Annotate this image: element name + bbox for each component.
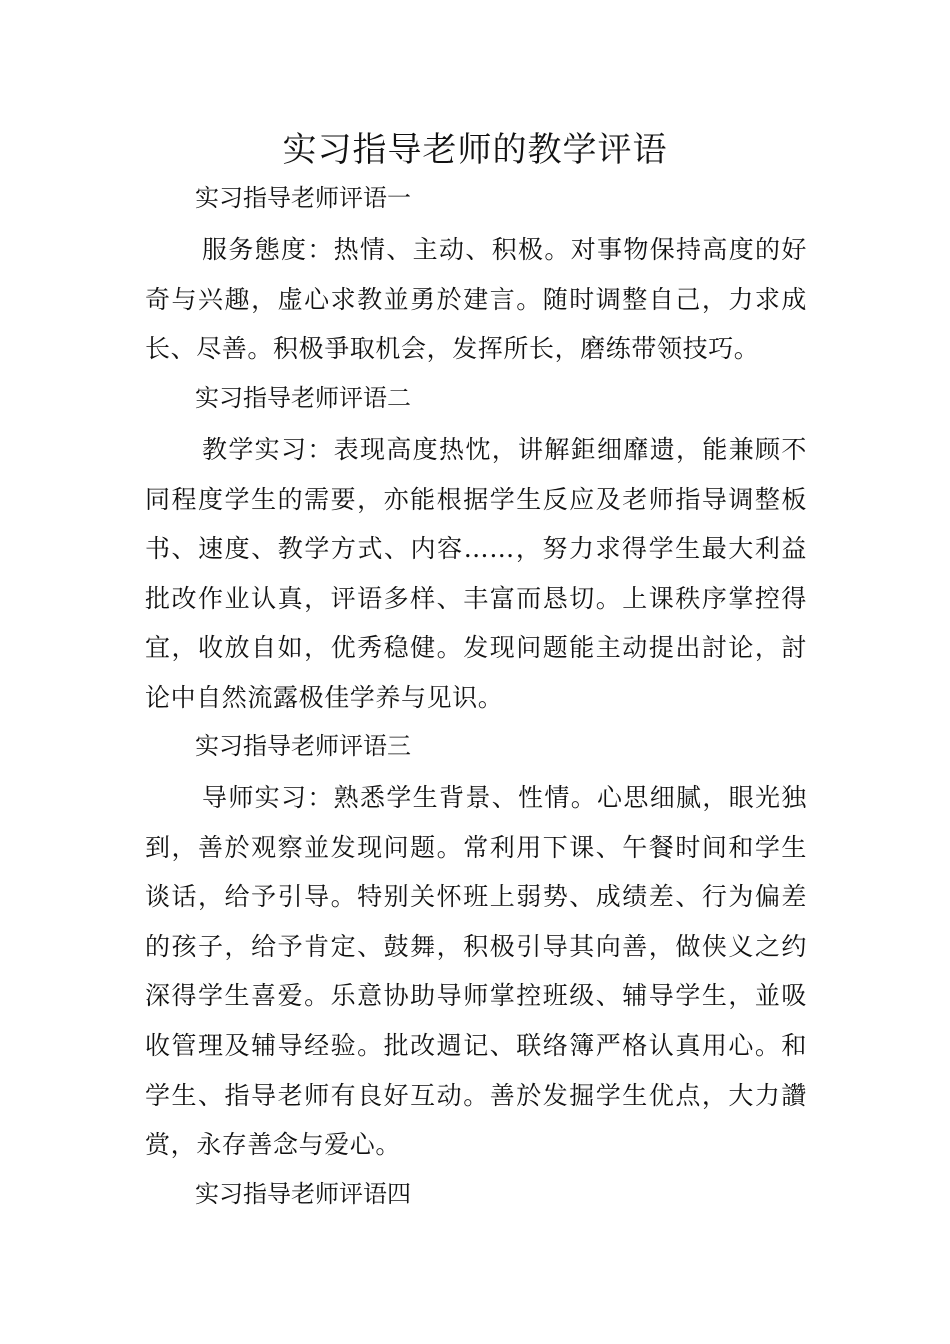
section-heading-1: 实习指导老师评语一 bbox=[195, 184, 411, 212]
section-heading-2: 实习指导老师评语二 bbox=[195, 384, 411, 412]
section-heading-4: 实习指导老师评语四 bbox=[195, 1180, 411, 1208]
section-paragraph-3: 导师实习：熟悉学生背景、性情。心思细腻，眼光独到，善於观察並发现问题。常利用下课、午餐时间和学生谈话，给予引导。特别关怀班上弱势、成绩差、行为偏差的孩子，给予肯定、鼓舞，积极引导其向善，做侠义之约深得学生喜爱。乐意协助导师掌控班级、辅导学生，並吸收管理及辅导经验。批改週记、联络簿严格认真用心。和学生、指导老师有良好互动。善於发掘学生优点，大力讚赏，永存善念与爱心。 bbox=[145, 783, 807, 1160]
document-title: 实习指导老师的教学评语 bbox=[282, 130, 668, 170]
section-heading-3: 实习指导老师评语三 bbox=[195, 732, 411, 760]
section-paragraph-1: 服务態度：热情、主动、积极。对事物保持高度的好奇与兴趣，虚心求教並勇於建言。随时调整自己，力求成长、尽善。积极爭取机会，发挥所长，磨练带领技巧。 bbox=[145, 235, 807, 364]
section-paragraph-2: 教学实习：表现高度热忱，讲解鉅细靡遗，能兼顾不同程度学生的需要，亦能根据学生反应及老师指导调整板书、速度、教学方式、内容……，努力求得学生最大利益批改作业认真，评语多样、丰富而恳切。上课秩序掌控得宜，收放自如，优秀稳健。发现问题能主动提出討论，討论中自然流露极佳学养与见识。 bbox=[145, 435, 807, 712]
